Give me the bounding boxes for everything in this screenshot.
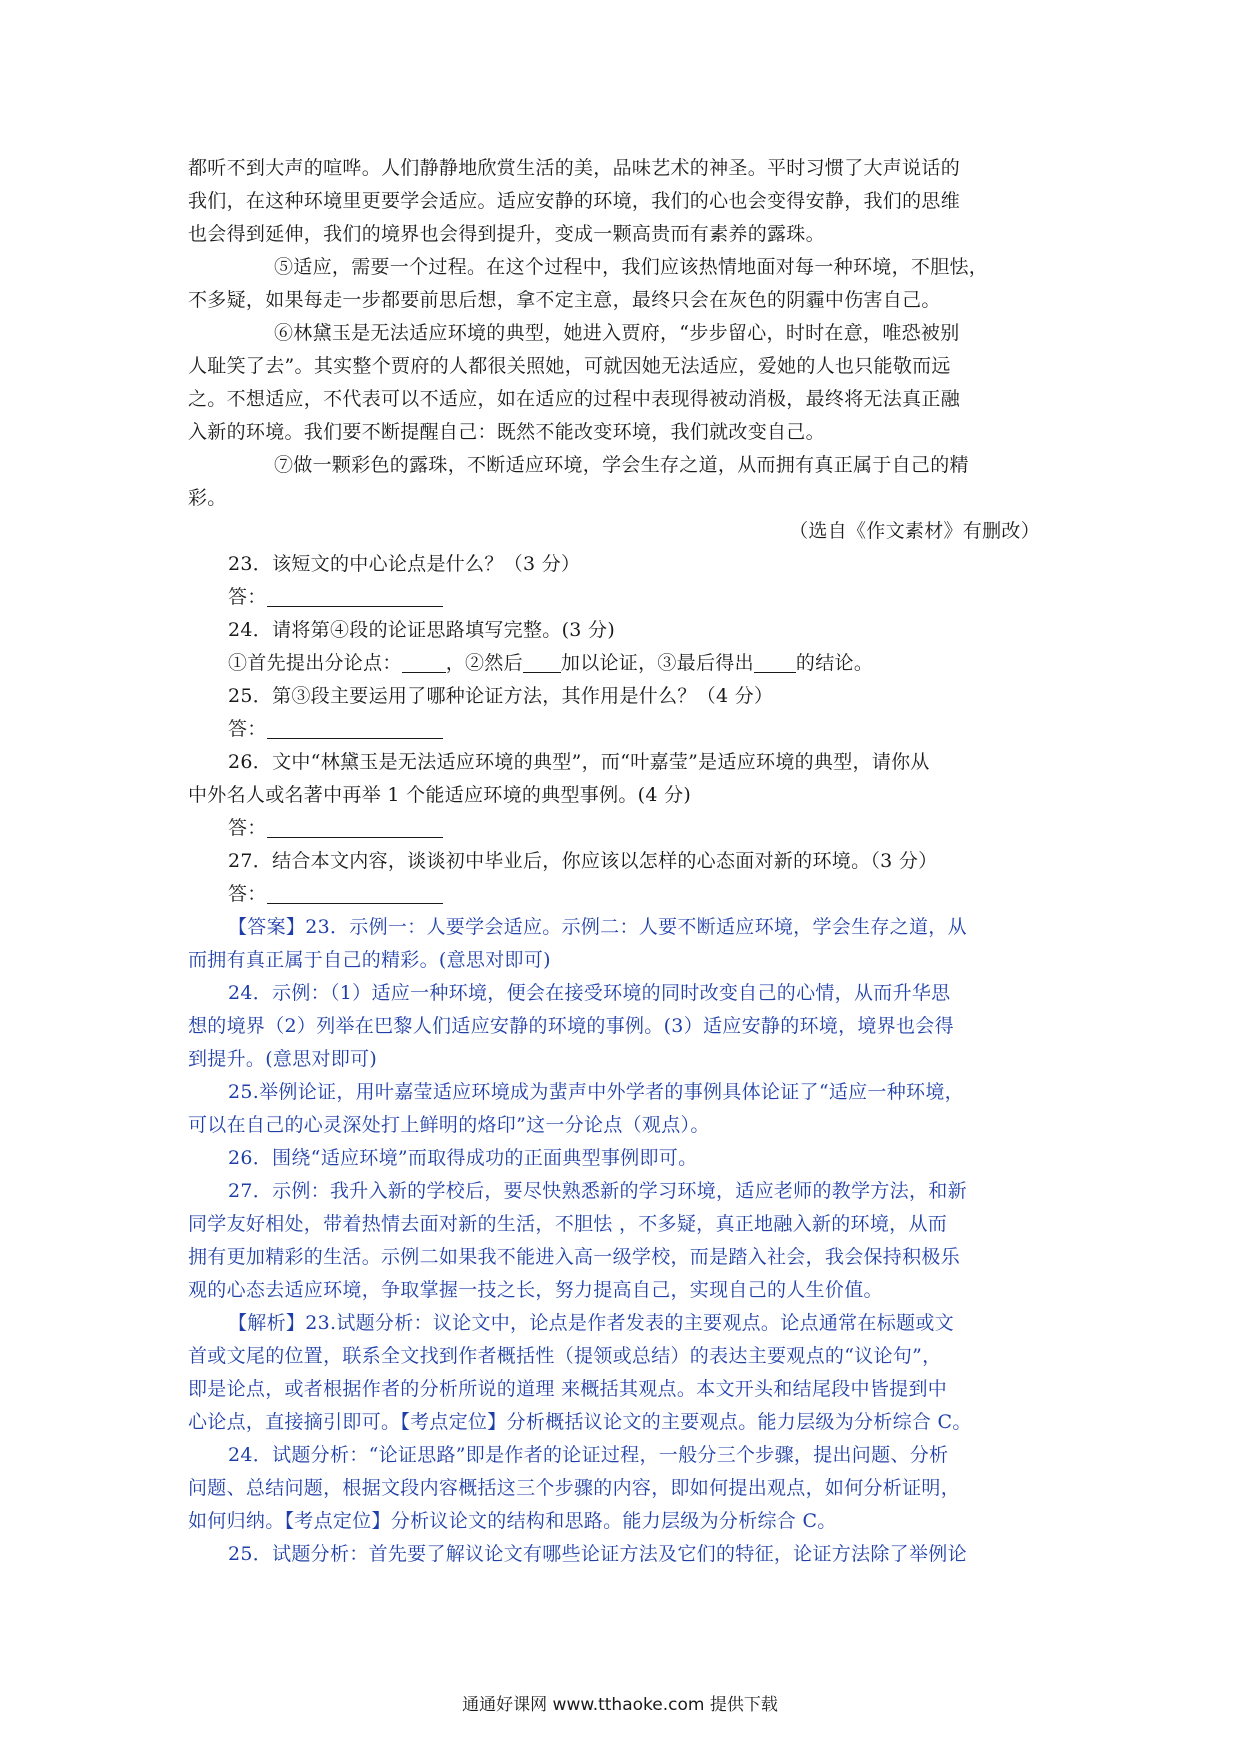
answer-blank[interactable] (267, 817, 443, 838)
text-line: 我们，在这种环境里更要学会适应。适应安静的环境，我们的心也会变得安静，我们的思维 (188, 190, 961, 212)
question-23 (188, 548, 1054, 614)
passage-paragraph-6 (188, 317, 1054, 449)
answer-line (188, 581, 1054, 614)
question-26 (188, 746, 1054, 845)
fill-text: 加以论证，③最后得出 (560, 652, 754, 674)
question-27 (188, 845, 1054, 911)
answer-text: 拥有更加精彩的生活。示例二如果我不能进入高一级学校，而是踏入社会，我会保持积极乐 (188, 1246, 961, 1268)
question-text: 中外名人或名著中再举 1 个能适应环境的典型事例。(4 分) (188, 784, 692, 806)
text-line: 彩。 (188, 487, 227, 509)
question-text: 24．请将第④段的论证思路填写完整。(3 分) (228, 619, 616, 641)
passage-paragraph-continued (188, 152, 1054, 251)
text-line: 也会得到延伸，我们的境界也会得到提升，变成一颗高贵而有素养的露珠。 (188, 223, 825, 245)
answer-text: 观的心态去适应环境，争取掌握一技之长，努力提高自己，实现自己的人生价值。 (188, 1279, 883, 1301)
answer-blank[interactable] (754, 652, 796, 673)
answer-section (188, 911, 1054, 1307)
text-line: ⑤适应，需要一个过程。在这个过程中，我们应该热情地面对每一种环境，不胆怯， (274, 256, 989, 278)
answer-blank[interactable] (267, 718, 443, 739)
fill-text: ，②然后 (445, 652, 523, 674)
question-text: 26．文中“林黛玉是无法适应环境的典型”，而“叶嘉莹”是适应环境的典型，请你从 (228, 751, 930, 773)
question-text: 27．结合本文内容，谈谈初中毕业后，你应该以怎样的心态面对新的环境。（3 分） (228, 850, 938, 872)
analysis-text: 如何归纳。【考点定位】分析议论文的结构和思路。能力层级为分析综合 C。 (188, 1510, 837, 1532)
answer-text: 想的境界（2）列举在巴黎人们适应安静的环境的事例。(3）适应安静的环境，境界也会得 (188, 1015, 954, 1037)
answer-prefix: 答： (228, 586, 267, 608)
answer-text: 而拥有真正属于自己的精彩。(意思对即可) (188, 949, 551, 971)
answer-line (188, 878, 1054, 911)
document-page (188, 152, 1054, 1571)
analysis-section (188, 1307, 1054, 1571)
answer-prefix: 答： (228, 883, 267, 905)
analysis-text: 问题、总结问题，根据文段内容概括这三个步骤的内容，即如何提出观点，如何分析证明， (188, 1477, 961, 1499)
answer-line (188, 713, 1054, 746)
answer-text: 可以在自己的心灵深处打上鲜明的烙印”这一分论点（观点）。 (188, 1114, 710, 1136)
answer-text: 25.举例论证，用叶嘉莹适应环境成为蜚声中外学者的事例具体论证了“适应一种环境， (228, 1081, 964, 1103)
question-text: 23．该短文的中心论点是什么？（3 分） (228, 553, 581, 575)
passage-paragraph-7 (188, 449, 1054, 515)
text-line: 都听不到大声的喧哗。人们静静地欣赏生活的美，品味艺术的神圣。平时习惯了大声说话的 (188, 157, 961, 179)
answer-blank[interactable] (267, 586, 443, 607)
analysis-text: 即是论点，或者根据作者的分析所说的道理 来概括其观点。本文开头和结尾段中皆提到中 (188, 1378, 948, 1400)
question-25 (188, 680, 1054, 746)
answer-prefix: 答： (228, 817, 267, 839)
analysis-text: 首或文尾的位置，联系全文找到作者概括性（提领或总结）的表达主要观点的“议论句”， (188, 1345, 942, 1367)
answer-text: 26．围绕“适应环境”而取得成功的正面典型事例即可。 (228, 1147, 698, 1169)
text-line: 入新的环境。我们要不断提醒自己：既然不能改变环境，我们就改变自己。 (188, 421, 825, 443)
analysis-text: 心论点，直接摘引即可。【考点定位】分析概括议论文的主要观点。能力层级为分析综合 C。 (188, 1411, 972, 1433)
answer-text: 24．示例：（1）适应一种环境，便会在接受环境的同时改变自己的心情，从而升华思 (228, 982, 951, 1004)
fill-text: 的结论。 (795, 652, 874, 674)
question-text: 25．第③段主要运用了哪种论证方法，其作用是什么？（4 分） (228, 685, 774, 707)
answer-line (188, 812, 1054, 845)
passage-source: （选自《作文素材》有删改） (789, 520, 1040, 542)
analysis-text: 【解析】23.试题分析：议论文中，论点是作者发表的主要观点。论点通常在标题或文 (228, 1312, 954, 1334)
fill-text: ①首先提出分论点： (228, 652, 402, 674)
analysis-text: 24．试题分析：“论证思路”即是作者的论证过程，一般分三个步骤，提出问题、分析 (228, 1444, 949, 1466)
text-line: 之。不想适应，不代表可以不适应，如在适应的过程中表现得被动消极，最终将无法真正融 (188, 388, 961, 410)
answer-text: 27．示例：我升入新的学校后，要尽快熟悉新的学习环境，适应老师的教学方法，和新 (228, 1180, 967, 1202)
answer-text: 到提升。(意思对即可) (188, 1048, 378, 1070)
fill-in-line (188, 647, 1054, 680)
page-footer: 通通好课网 www.tthaoke.com 提供下载 (462, 1695, 778, 1715)
answer-prefix: 答： (228, 718, 267, 740)
question-24 (188, 614, 1054, 680)
answer-blank[interactable] (267, 883, 443, 904)
answer-text: 同学友好相处，带着热情去面对新的生活，不胆怯 ，不多疑，真正地融入新的环境，从而 (188, 1213, 948, 1235)
text-line: 不多疑，如果每走一步都要前思后想，拿不定主意，最终只会在灰色的阴霾中伤害自己。 (188, 289, 941, 311)
answer-blank[interactable] (402, 652, 446, 673)
answer-blank[interactable] (523, 652, 561, 673)
text-line: ⑦做一颗彩色的露珠，不断适应环境，学会生存之道，从而拥有真正属于自己的精 (274, 454, 969, 476)
text-line: 人耻笑了去”。其实整个贾府的人都很关照她，可就因她无法适应，爱她的人也只能敬而远 (188, 355, 951, 377)
text-line: ⑥林黛玉是无法适应环境的典型，她进入贾府，“步步留心，时时在意，唯恐被别 (274, 322, 960, 344)
answer-text: 【答案】23．示例一：人要学会适应。示例二：人要不断适应环境，学会生存之道，从 (228, 916, 967, 938)
analysis-text: 25．试题分析：首先要了解议论文有哪些论证方法及它们的特征，论证方法除了举例论 (228, 1543, 967, 1565)
passage-paragraph-5 (188, 251, 1054, 317)
